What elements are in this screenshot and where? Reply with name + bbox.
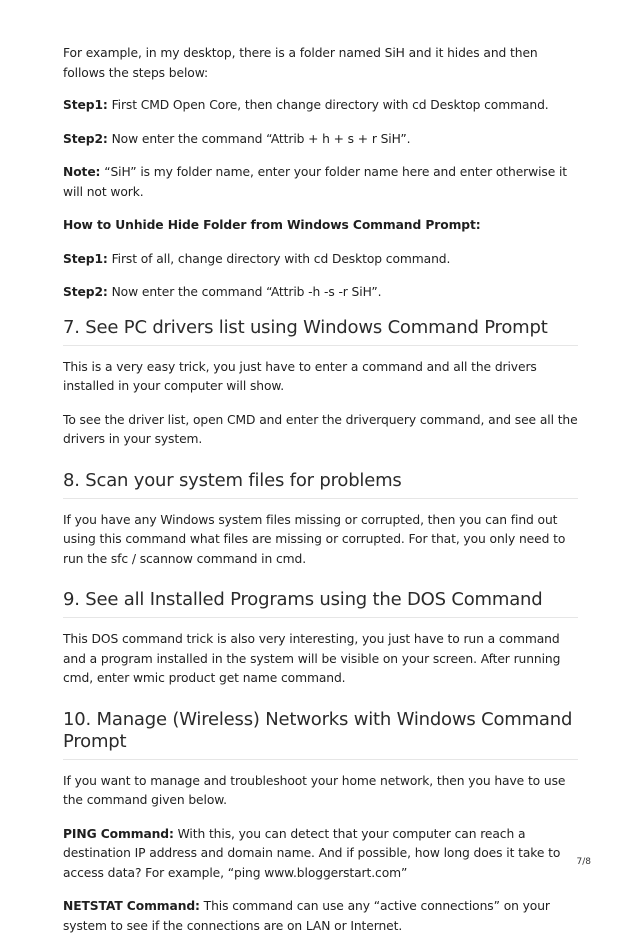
hide-note: [63, 163, 578, 202]
step-text: First of all, change directory with cd Desktop command.: [107, 251, 451, 266]
ping-paragraph: [63, 825, 578, 884]
section10-paragraph1: If you want to manage and troubleshoot your home network, then you have to use the command given below.: [63, 773, 566, 807]
step-text: Now enter the command “Attrib + h + s + r SiH”.: [107, 131, 411, 146]
netstat-text: This command can use any “active connections” on your system to see if the connections are on LAN or Internet.: [63, 899, 550, 933]
note-text: “SiH” is my folder name, enter your folder name here and enter otherwise it will not work.: [63, 165, 568, 199]
article-body: [63, 44, 578, 950]
hide-step2: [63, 130, 578, 150]
step-label: Step2:: [63, 131, 108, 146]
section7-heading: 7. See PC drivers list using Windows Command Prompt: [63, 317, 578, 346]
section9-heading: 9. See all Installed Programs using the DOS Command: [63, 589, 578, 618]
section8-paragraph1: If you have any Windows system files missing or corrupted, then you can find out using this command what files are missing or corrupted. For that, you only need to run the sfc / scannow command in cmd.: [63, 512, 566, 566]
ping-label: PING Command:: [63, 826, 174, 841]
section7-paragraph1: This is a very easy trick, you just have to enter a command and all the drivers installed in your computer will show.: [63, 359, 537, 393]
step-text: Now enter the command “Attrib -h -s -r SiH”.: [107, 285, 382, 299]
step-text: First CMD Open Core, then change directory with cd Desktop command.: [107, 98, 549, 112]
section9-paragraph1: This DOS command trick is also very interesting, you just have to run a command and a program installed in the system will be visible on your screen. After running cmd, enter wmic product get name command.: [63, 632, 561, 685]
netstat-label: NETSTAT Command:: [63, 899, 200, 913]
unhide-step1: [63, 250, 578, 270]
step-label: Step1:: [63, 251, 108, 266]
ping-text: With this, you can detect that your computer can reach a destination IP address and domain name. And if possible, how long does it take to access data? For example, “ping www.bloggerstart.com”: [63, 826, 561, 880]
section7-paragraph2: To see the driver list, open CMD and enter the driverquery command, and see all the drivers in your system.: [63, 412, 578, 446]
unhide-heading: [63, 216, 578, 236]
step-label: Step1:: [63, 98, 108, 112]
hide-step1: [63, 96, 578, 116]
unhide-heading-text: How to Unhide Hide Folder from Windows Command Prompt:: [63, 218, 481, 232]
unhide-step2: [63, 283, 578, 303]
section8-heading: 8. Scan your system files for problems: [63, 470, 578, 499]
page-number: 7/8: [576, 857, 591, 867]
note-label: Note:: [63, 165, 101, 179]
section10-heading: 10. Manage (Wireless) Networks with Windows Command Prompt: [63, 709, 578, 760]
intro-paragraph: For example, in my desktop, there is a folder named SiH and it hides and then follows the steps below:: [63, 46, 538, 80]
step-label: Step2:: [63, 285, 108, 299]
